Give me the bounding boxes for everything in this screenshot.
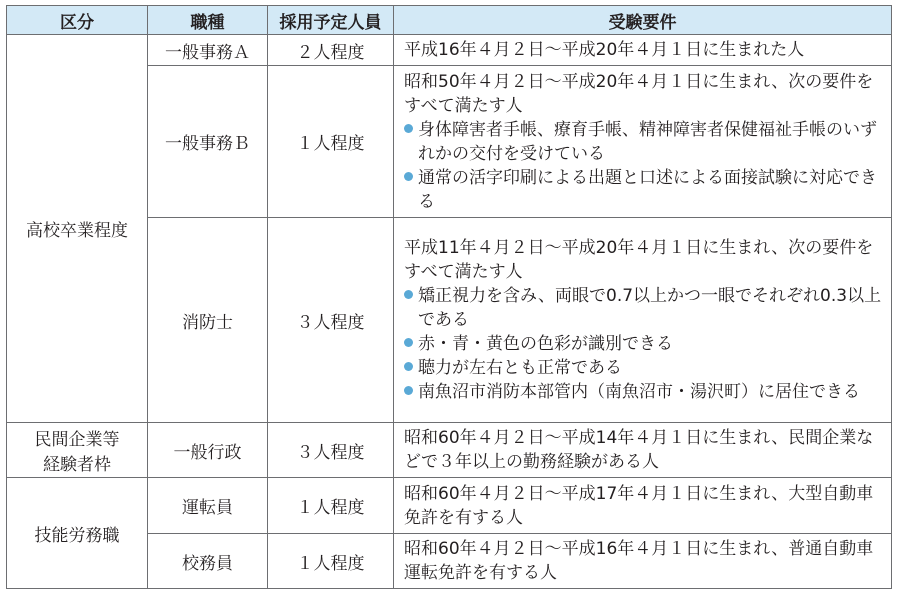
requirement-text: 昭和60年４月２日～平成16年４月１日に生まれ、普通自動車運転免許を有する人 <box>404 539 874 583</box>
bullet-dot-icon <box>404 386 413 395</box>
category-private-line1: 民間企業等 <box>34 430 120 450</box>
requirement-bullet <box>404 356 883 380</box>
requirement-cell <box>394 478 892 534</box>
requirement-cell <box>394 35 892 66</box>
header-job: 職種 <box>148 6 268 35</box>
bullet-dot-icon <box>404 290 413 299</box>
bullet-text: 赤・青・黄色の色彩が識別できる <box>418 334 673 354</box>
requirement-cell <box>394 423 892 478</box>
category-highschool: 高校卒業程度 <box>7 35 148 423</box>
bullet-dot-icon <box>404 362 413 371</box>
requirement-bullet <box>404 166 883 214</box>
bullet-text: 身体障害者手帳、療育手帳、精神障害者保健福祉手帳のいずれかの交付を受けている <box>418 119 877 164</box>
job-cell: 一般事務Ａ <box>148 35 268 66</box>
job-cell: 校務員 <box>148 534 268 589</box>
job-cell: 運転員 <box>148 478 268 534</box>
bullet-text: 矯正視力を含み、両眼で0.7以上かつ一眼でそれぞれ0.3以上である <box>418 286 882 330</box>
header-category: 区分 <box>7 6 148 35</box>
requirement-cell <box>394 66 892 218</box>
requirement-text: 平成16年４月２日～平成20年４月１日に生まれた人 <box>404 40 805 60</box>
table-row <box>7 423 892 478</box>
bullet-text: 南魚沼市消防本部管内（南魚沼市・湯沢町）に居住できる <box>418 382 860 402</box>
requirement-text: 昭和60年４月２日～平成17年４月１日に生まれ、大型自動車免許を有する人 <box>404 483 874 528</box>
requirement-bullet <box>404 332 883 356</box>
count-cell: １人程度 <box>268 534 394 589</box>
requirement-text: 昭和60年４月２日～平成14年４月１日に生まれ、民間企業などで３年以上の勤務経験がある人 <box>404 428 874 472</box>
table-row <box>7 478 892 534</box>
table-row <box>7 35 892 66</box>
count-cell: ３人程度 <box>268 218 394 423</box>
header-count: 採用予定人員 <box>268 6 394 35</box>
bullet-text: 聴力が左右とも正常である <box>418 358 622 378</box>
category-private-line2: 経験者枠 <box>43 455 111 475</box>
requirement-text: 平成11年４月２日～平成20年４月１日に生まれ、次の要件をすべて満たす人 <box>404 238 874 282</box>
count-cell: １人程度 <box>268 66 394 218</box>
bullet-dot-icon <box>404 124 413 133</box>
requirement-bullet <box>404 118 883 166</box>
requirement-text: 昭和50年４月２日～平成20年４月１日に生まれ、次の要件をすべて満たす人 <box>404 71 874 116</box>
header-row <box>7 6 892 35</box>
requirement-cell <box>394 534 892 589</box>
job-cell: 消防士 <box>148 218 268 423</box>
header-requirement: 受験要件 <box>394 6 892 35</box>
bullet-text: 通常の活字印刷による出題と口述による面接試験に対応できる <box>418 167 877 212</box>
category-technical: 技能労務職 <box>7 478 148 589</box>
count-cell: １人程度 <box>268 478 394 534</box>
requirement-bullet <box>404 284 883 332</box>
requirement-bullet <box>404 380 883 404</box>
bullet-dot-icon <box>404 338 413 347</box>
bullet-dot-icon <box>404 172 413 181</box>
job-cell: 一般事務Ｂ <box>148 66 268 218</box>
job-cell: 一般行政 <box>148 423 268 478</box>
count-cell: ２人程度 <box>268 35 394 66</box>
category-private <box>7 423 148 478</box>
count-cell: ３人程度 <box>268 423 394 478</box>
recruitment-table <box>6 5 892 589</box>
requirement-cell <box>394 218 892 423</box>
